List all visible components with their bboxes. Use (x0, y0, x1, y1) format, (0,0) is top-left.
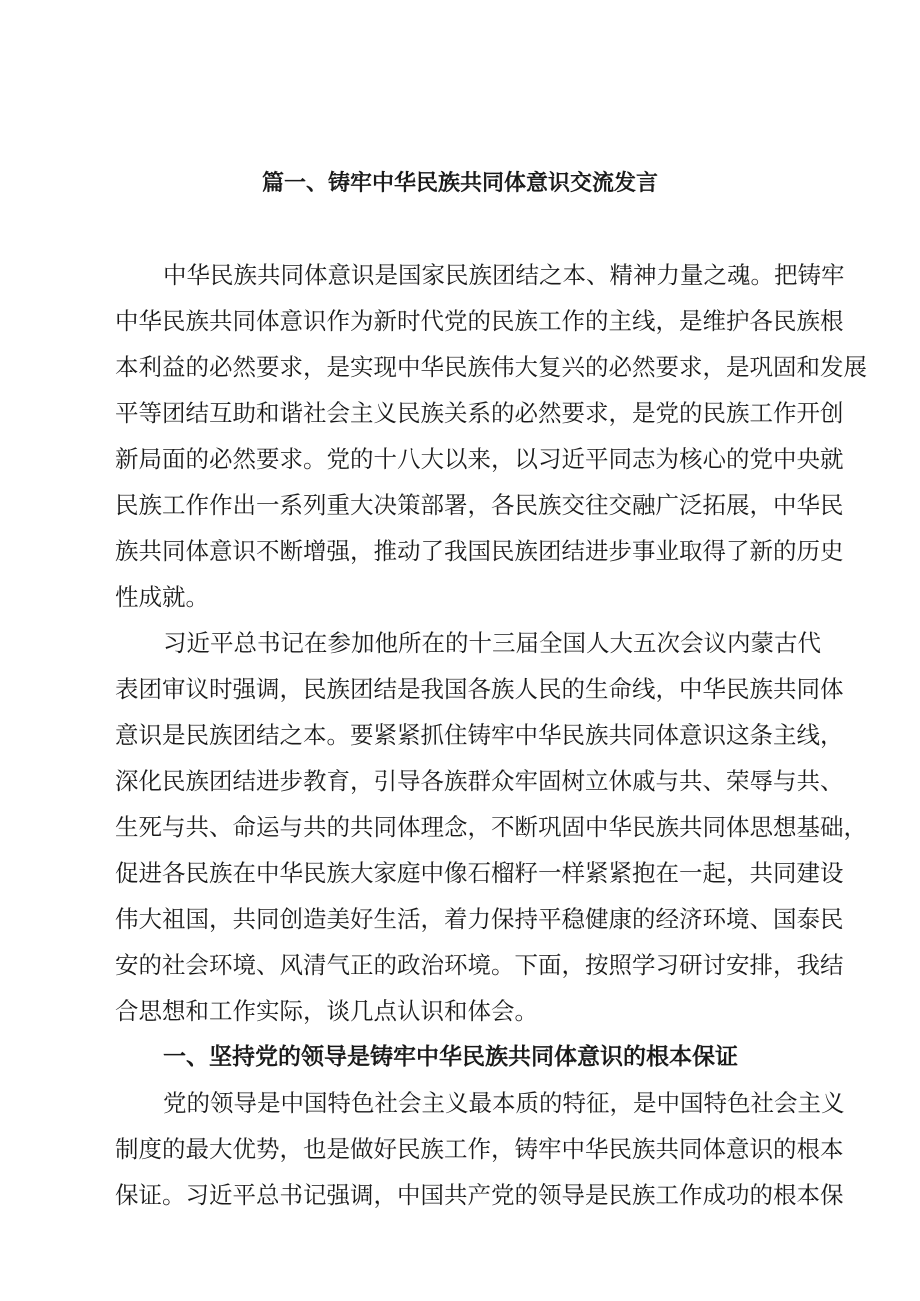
paragraph-3-line: 制度的最大优势，也是做好民族工作，铸牢中华民族共同体意识的根本 (115, 1135, 844, 1163)
paragraph-3-line: 保证。习近平总书记强调，中国共产党的领导是民族工作成功的根本保 (115, 1181, 844, 1209)
paragraph-1-line: 本利益的必然要求，是实现中华民族伟大复兴的必然要求，是巩固和发展 (115, 353, 867, 381)
paragraph-2-line: 促进各民族在中华民族大家庭中像石榴籽一样紧紧抱在一起，共同建设 (115, 859, 844, 887)
paragraph-2-line: 意识是民族团结之本。要紧紧抓住铸牢中华民族共同体意识这条主线， (115, 721, 844, 749)
paragraph-1-line: 族共同体意识不断增强，推动了我国民族团结进步事业取得了新的历史 (115, 537, 844, 565)
paragraph-2-line: 合思想和工作实际，谈几点认识和体会。 (115, 997, 538, 1025)
paragraph-2-line: 深化民族团结进步教育，引导各族群众牢固树立休戚与共、荣辱与共、 (115, 767, 844, 795)
paragraph-2-line: 伟大祖国，共同创造美好生活，着力保持平稳健康的经济环境、国泰民 (115, 905, 844, 933)
paragraph-1-line: 性成就。 (115, 583, 209, 611)
paragraph-2-line: 习近平总书记在参加他所在的十三届全国人大五次会议内蒙古代 (163, 629, 821, 657)
paragraph-3-line: 党的领导是中国特色社会主义最本质的特征，是中国特色社会主义 (163, 1089, 845, 1117)
paragraph-2-line: 表团审议时强调，民族团结是我国各族人民的生命线，中华民族共同体 (115, 675, 844, 703)
paragraph-2-line: 生死与共、命运与共的共同体理念，不断巩固中华民族共同体思想基础， (115, 813, 867, 841)
section-heading: 一、坚持党的领导是铸牢中华民族共同体意识的根本保证 (163, 1044, 738, 1070)
paragraph-1-line: 民族工作作出一系列重大决策部署，各民族交往交融广泛拓展，中华民 (115, 491, 844, 519)
document-title: 篇一、铸牢中华民族共同体意识交流发言 (261, 171, 658, 196)
paragraph-1-line: 中华民族共同体意识作为新时代党的民族工作的主线，是维护各民族根 (115, 307, 844, 335)
paragraph-1-line: 中华民族共同体意识是国家民族团结之本、精神力量之魂。把铸牢 (163, 261, 845, 289)
paragraph-2-line: 安的社会环境、风清气正的政治环境。下面，按照学习研讨安排，我结 (115, 951, 844, 979)
paragraph-1-line: 新局面的必然要求。党的十八大以来，以习近平同志为核心的党中央就 (115, 445, 844, 473)
paragraph-1-line: 平等团结互助和谐社会主义民族关系的必然要求，是党的民族工作开创 (115, 399, 844, 427)
